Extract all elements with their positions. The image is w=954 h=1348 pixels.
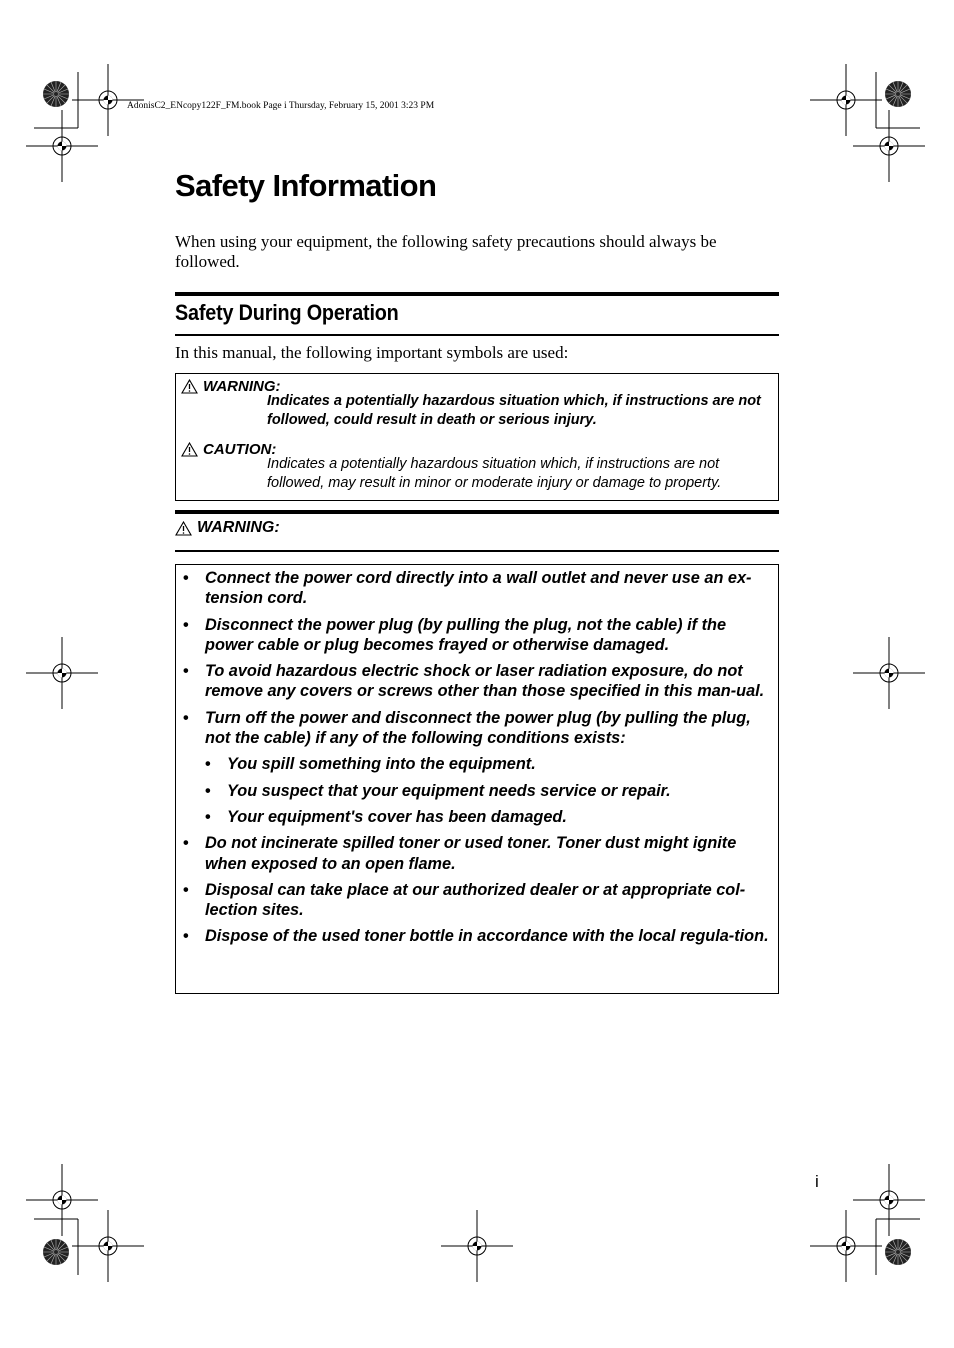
- warning-triangle-icon: [181, 442, 198, 457]
- symbols-intro: In this manual, the following important symbols are used:: [175, 343, 569, 362]
- warning-item: • Do not incinerate spilled toner or used toner. Toner dust might ignite when exposed to an open flame.: [176, 833, 778, 874]
- color-wheel-icon: [885, 81, 911, 107]
- registration-mark-icon: [26, 110, 98, 182]
- intro-paragraph: When using your equipment, the following safety precautions should always be followed.: [175, 232, 717, 271]
- section-top-rule: [175, 292, 779, 296]
- registration-mark-icon: [72, 1210, 144, 1282]
- warning-item: • To avoid hazardous electric shock or laser radiation exposure, do not remove any covers or screws other than those specified in this man-ual.: [176, 661, 778, 702]
- symbol-caution-label: [181, 441, 276, 458]
- color-wheel-icon: [43, 81, 69, 107]
- symbol-warning-text: WARNING:: [203, 378, 281, 395]
- symbol-warning-label: [181, 378, 281, 395]
- file-header-line: AdonisC2_ENcopy122F_FM.book Page i Thursday, February 15, 2001 3:23 PM: [127, 101, 435, 111]
- warning-bottom-rule: [175, 550, 779, 552]
- page-title: Safety Information: [175, 168, 437, 203]
- warning-item: • Connect the power cord directly into a wall outlet and never use an ex-tension cord.: [176, 568, 778, 609]
- registration-mark-icon: [26, 637, 98, 709]
- registration-mark-icon: [853, 637, 925, 709]
- color-wheel-icon: [885, 1239, 911, 1265]
- color-wheel-icon: [43, 1239, 69, 1265]
- warning-list: [176, 568, 778, 953]
- symbol-legend-box: [175, 373, 779, 501]
- warning-triangle-icon: [181, 379, 198, 394]
- section-title: Safety During Operation: [175, 300, 399, 325]
- warning-top-rule: [175, 510, 779, 514]
- warning-item: • Dispose of the used toner bottle in accordance with the local regula-tion.: [176, 926, 778, 946]
- symbol-warning-description: Indicates a potentially hazardous situation which, if instructions are not followed, could result in death or serious injury.: [267, 393, 761, 428]
- symbol-caution-description: Indicates a potentially hazardous situation which, if instructions are not followed, may result in minor or moderate injury or damage to property.: [267, 456, 722, 491]
- registration-mark-icon: [26, 1164, 98, 1236]
- registration-mark-icon: [853, 110, 925, 182]
- registration-mark-icon: [853, 1164, 925, 1236]
- warning-subitem: • You spill something into the equipment.: [176, 754, 778, 774]
- warning-heading-text: WARNING:: [197, 519, 280, 536]
- warning-triangle-icon: [175, 521, 192, 536]
- warning-subitem: • Your equipment's cover has been damaged.: [176, 807, 778, 827]
- registration-mark-icon: [810, 64, 882, 136]
- registration-mark-icon: [72, 64, 144, 136]
- symbol-caution-text: CAUTION:: [203, 441, 277, 458]
- warning-heading: [175, 519, 280, 537]
- section-bottom-rule: [175, 334, 779, 336]
- registration-mark-icon: [441, 1210, 513, 1282]
- warning-item: • Turn off the power and disconnect the power plug (by pulling the plug, not the cable) if any of the following conditions exists:: [176, 708, 778, 749]
- registration-mark-icon: [810, 1210, 882, 1282]
- warning-item: • Disconnect the power plug (by pulling the plug, not the cable) if the power cable or plug becomes frayed or otherwise damaged.: [176, 615, 778, 656]
- warning-item: • Disposal can take place at our authorized dealer or at appropriate col-lection sites.: [176, 880, 778, 921]
- page-number: i: [815, 1172, 819, 1191]
- warning-list-box: [175, 564, 779, 994]
- warning-subitem: • You suspect that your equipment needs service or repair.: [176, 781, 778, 801]
